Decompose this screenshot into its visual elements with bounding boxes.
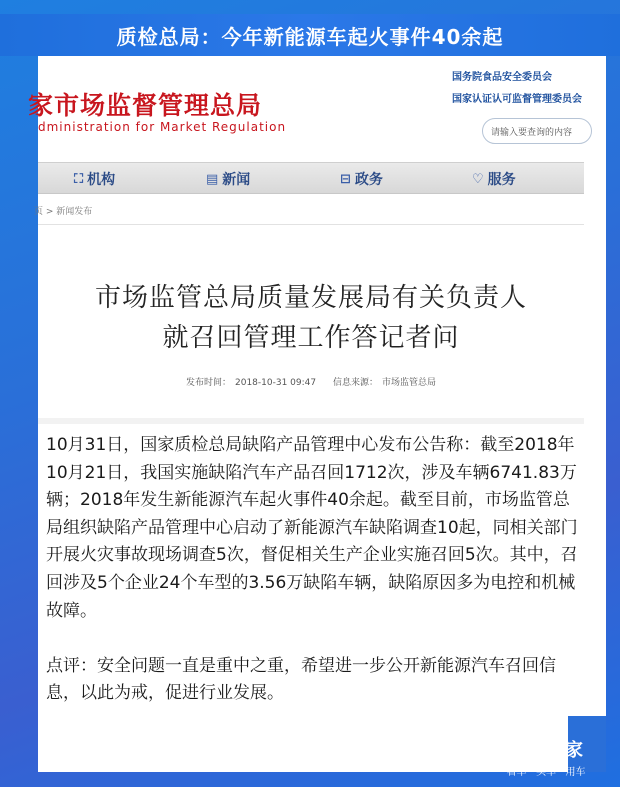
publish-label: 发布时间： xyxy=(185,378,231,388)
site-header xyxy=(28,56,584,162)
divider xyxy=(38,418,584,424)
nav-item-gov[interactable] xyxy=(340,163,383,195)
main-nav xyxy=(38,162,584,194)
nav-item-label: 服务 xyxy=(487,172,516,188)
site-logo-chinese[interactable]: 家市场监督管理总局 xyxy=(28,91,263,120)
article-meta xyxy=(38,375,584,388)
nav-item-service[interactable] xyxy=(472,163,516,195)
breadcrumb[interactable]: 页 > 新闻发布 xyxy=(34,207,93,217)
banner-title: 质检总局：今年新能源车起火事件40余起 xyxy=(0,14,620,56)
watermark-logo: 汽车之家 xyxy=(508,740,584,761)
divider xyxy=(38,224,584,225)
watermark xyxy=(494,736,598,778)
heart-icon: ♡ xyxy=(472,171,484,187)
article-title xyxy=(38,278,584,358)
nav-item-label: 政务 xyxy=(354,172,383,188)
search-input[interactable]: 请输入要查询的内容 xyxy=(482,118,592,144)
nav-item-label: 机构 xyxy=(87,172,116,188)
source-label: 信息来源： xyxy=(332,378,378,388)
source-value: 市场监管总局 xyxy=(382,378,437,388)
header-links xyxy=(452,70,582,114)
site-logo-english: dministration for Market Regulation xyxy=(38,120,287,134)
watermark-tagline: 看车 · 买车 · 用车 xyxy=(506,767,586,778)
article-title-line-1: 市场监管总局质量发展局有关负责人 xyxy=(94,283,527,313)
org-chart-icon: ⛶ xyxy=(74,171,84,187)
link-cnca[interactable]: 国家认证认可监督管理委员会 xyxy=(452,94,582,105)
link-food-safety-committee[interactable]: 国务院食品安全委员会 xyxy=(452,72,552,83)
body-text xyxy=(46,432,584,708)
newspaper-icon: ▤ xyxy=(206,171,219,187)
publish-time: 2018-10-31 09:47 xyxy=(235,378,317,388)
nav-item-news[interactable] xyxy=(206,163,250,195)
paragraph-news: 10月31日，国家质检总局缺陷产品管理中心发布公告称：截至2018年10月21日，我国实施缺陷汽车产品召回1712次，涉及车辆6741.83万辆；2018年发生新能源汽车起火事件40余起。截至目前，市场监管总局组织缺陷产品管理中心启动了新能源汽车缺陷调查10起，同相关部门开展火灾事故现场调查5次，督促相关生产企业实施召回5次。其中，召回涉及5个企业24个车型的3.56万缺陷车辆，缺陷原因多为电控和机械故障。 xyxy=(46,435,578,621)
gov-affairs-icon: ⊟ xyxy=(340,171,351,187)
paragraph-comment: 点评：安全问题一直是重中之重，希望进一步公开新能源汽车召回信息，以此为戒，促进行业发展。 xyxy=(46,655,556,704)
article-screenshot-card xyxy=(28,56,606,772)
article-title-line-2: 就召回管理工作答记者问 xyxy=(162,323,460,353)
nav-item-label: 新闻 xyxy=(222,172,251,188)
nav-item-org[interactable] xyxy=(74,163,115,195)
